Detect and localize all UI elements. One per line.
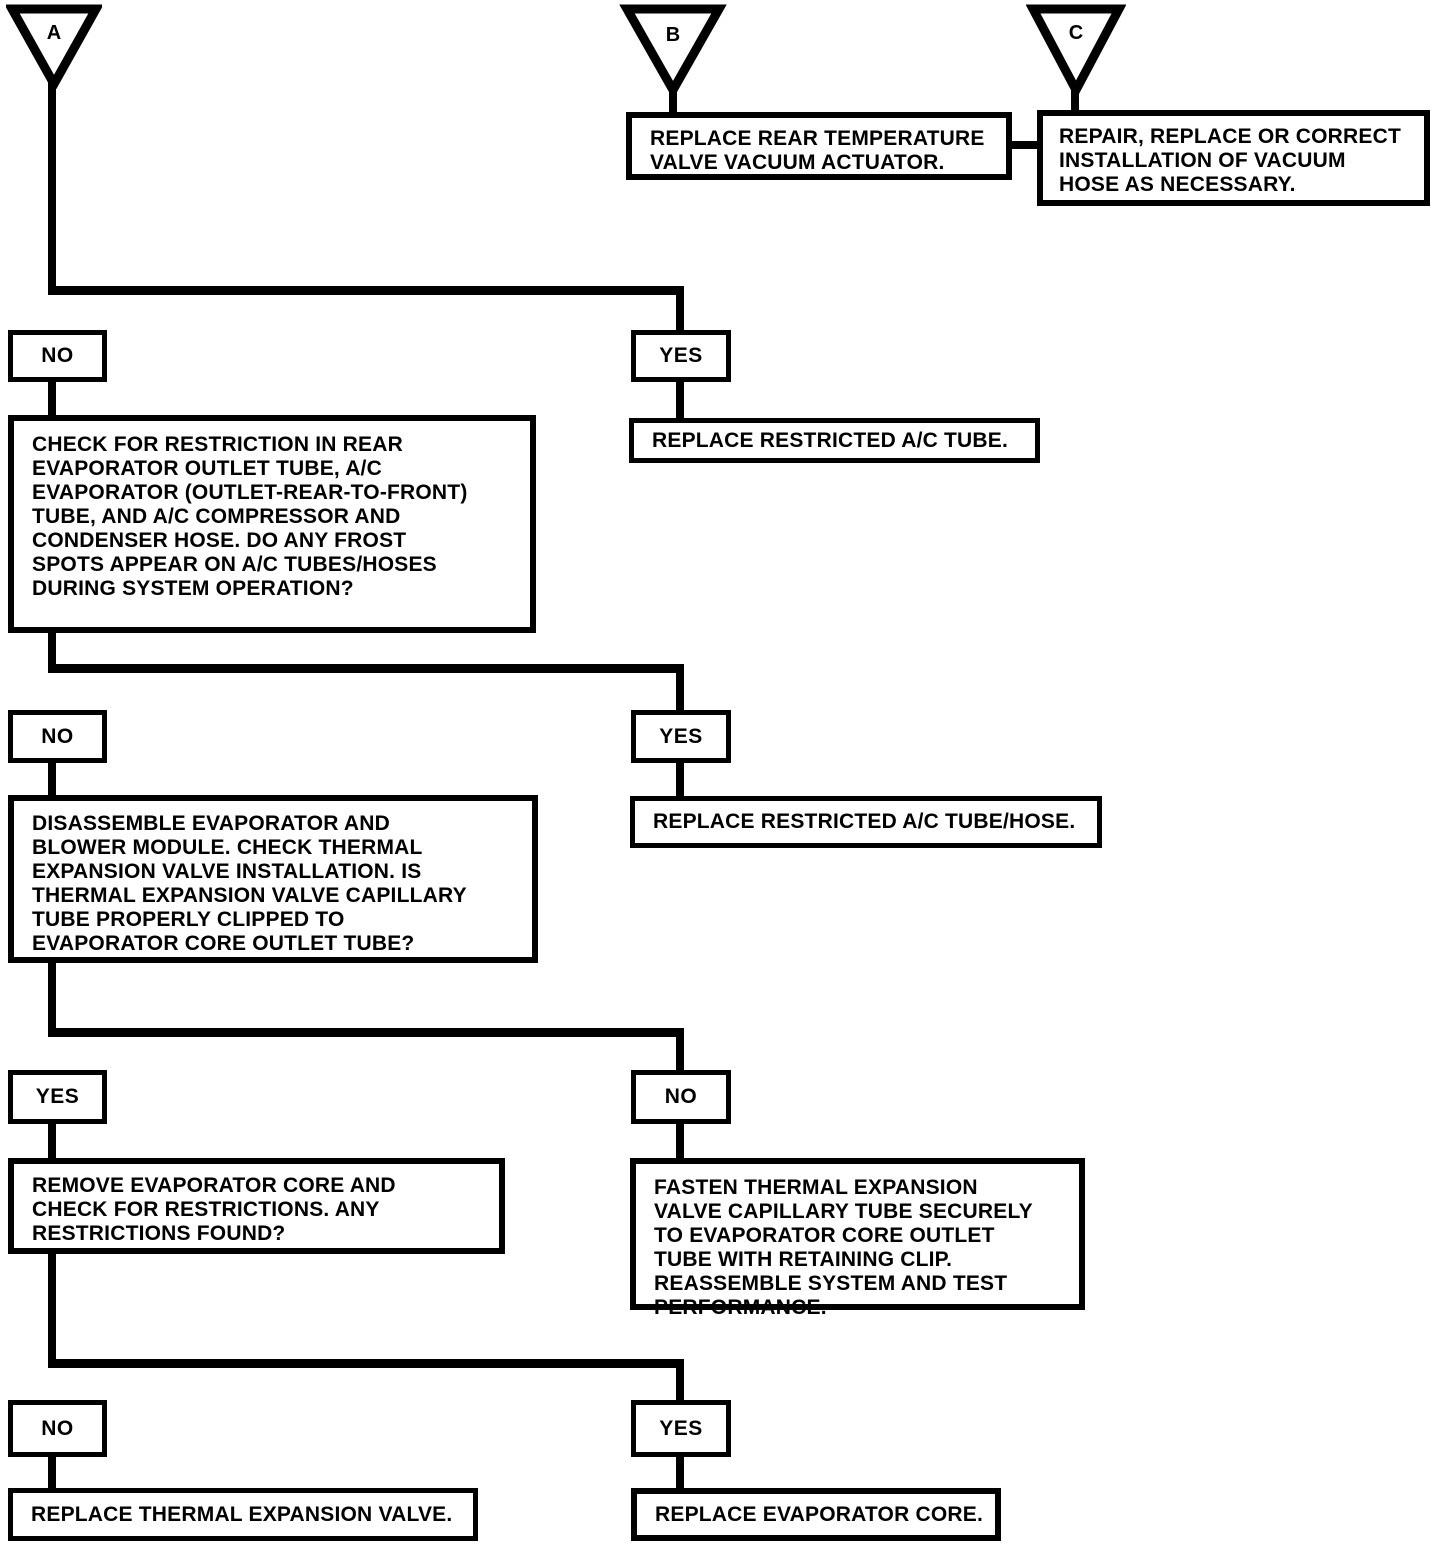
decision3-no-label: NO (664, 1085, 698, 1108)
action-box-replace-evaporator-core (631, 1488, 1001, 1541)
connector-a-triangle-icon (6, 3, 102, 89)
action-box-fasten-capillary-tube (630, 1158, 1085, 1319)
question3-bottom-stem-line (48, 1252, 56, 1367)
connector-b-stem-line (669, 86, 677, 114)
connector-a-label: A (46, 22, 62, 44)
question-text: REMOVE EVAPORATOR CORE AND CHECK FOR RESTRICTIONS. ANY RESTRICTIONS FOUND? (32, 1174, 396, 1245)
connector-c-stem-line (1071, 86, 1079, 112)
connector-b-triangle-icon (618, 3, 728, 95)
connector-a-stem-line (48, 80, 56, 292)
action-box-replace-rear-temp-actuator (626, 112, 1012, 180)
question-text: CHECK FOR RESTRICTION IN REAR EVAPORATOR OUTLET TUBE, A/C EVAPORATOR (OUTLET-REAR-TO-FRONT) TUBE, AND A/C COMPRESSOR AND CONDENSER HOSE. DO ANY FROST SPOTS APPEAR ON A/C TUBES/HOSES DURING SYSTEM OPERATION? (32, 433, 468, 600)
connector-c-triangle-icon (1026, 3, 1126, 95)
decision4-yes-stem-line (676, 1455, 684, 1490)
action-box-repair-vacuum-hose (1037, 110, 1430, 206)
decision2-yes-stem-line (676, 761, 684, 798)
decision2-no-box (8, 710, 107, 763)
decision2-no-label: NO (41, 724, 74, 748)
action-text: FASTEN THERMAL EXPANSION VALVE CAPILLARY TUBE SECURELY TO EVAPORATOR CORE OUTLET TUBE WITH RETAINING CLIP. REASSEMBLE SYSTEM AND TEST PERFORMANCE. (654, 1176, 1033, 1319)
decision3-no-box (631, 1070, 731, 1124)
connector-b-label: B (665, 24, 681, 46)
branch2-right-vertical-line (676, 664, 684, 712)
decision4-no-box (8, 1400, 107, 1457)
decision1-yes-label: YES (659, 344, 703, 367)
branch1-right-vertical-line (676, 286, 684, 334)
action-text: REPLACE THERMAL EXPANSION VALVE. (31, 1502, 453, 1526)
action-text: REPLACE EVAPORATOR CORE. (655, 1502, 984, 1526)
decision1-no-stem-line (48, 380, 56, 417)
decision2-yes-box (631, 710, 731, 763)
question-box-remove-evaporator-core (8, 1158, 505, 1254)
b-to-c-connector-line (1010, 141, 1039, 149)
action-text: REPLACE RESTRICTED A/C TUBE/HOSE. (653, 810, 1076, 833)
decision1-no-label: NO (41, 344, 74, 367)
decision4-yes-label: YES (659, 1416, 703, 1440)
action-text: REPLACE RESTRICTED A/C TUBE. (652, 428, 1009, 452)
decision3-yes-box (8, 1070, 107, 1124)
decision2-yes-label: YES (659, 724, 703, 748)
decision2-no-stem-line (48, 761, 56, 797)
branch4-right-vertical-line (676, 1359, 684, 1402)
branch2-horizontal-line (48, 664, 684, 673)
branch4-horizontal-line (48, 1359, 684, 1368)
action-text: REPLACE REAR TEMPERATURE VALVE VACUUM ACTUATOR. (650, 127, 985, 174)
question-box-check-restriction (8, 415, 536, 633)
question2-bottom-stem-line (48, 961, 56, 1036)
action-box-replace-thermal-expansion-valve (8, 1488, 478, 1541)
decision1-yes-box (631, 330, 731, 382)
decision1-yes-stem-line (676, 380, 684, 420)
decision3-yes-label: YES (35, 1085, 80, 1108)
branch3-right-vertical-line (676, 1028, 684, 1072)
decision1-no-box (8, 330, 107, 382)
action-box-replace-restricted-tube-hose (630, 796, 1102, 848)
decision4-no-stem-line (48, 1455, 56, 1490)
action-text: REPAIR, REPLACE OR CORRECT INSTALLATION OF VACUUM HOSE AS NECESSARY. (1059, 125, 1401, 196)
decision3-yes-stem-line (48, 1122, 56, 1160)
question-box-disassemble-evaporator (8, 795, 538, 963)
action-box-replace-restricted-tube (629, 418, 1040, 463)
branch3-horizontal-line (48, 1028, 684, 1037)
branch1-horizontal-line (48, 286, 684, 295)
decision4-no-label: NO (41, 1416, 74, 1440)
decision3-no-stem-line (676, 1122, 684, 1160)
question-text: DISASSEMBLE EVAPORATOR AND BLOWER MODULE. CHECK THERMAL EXPANSION VALVE INSTALLATION. IS THERMAL EXPANSION VALVE CAPILLARY TUBE PROPERLY CLIPPED TO EVAPORATOR CORE OUTLET TUBE? (32, 812, 467, 955)
decision4-yes-box (631, 1400, 731, 1457)
connector-c-label: C (1068, 22, 1084, 44)
